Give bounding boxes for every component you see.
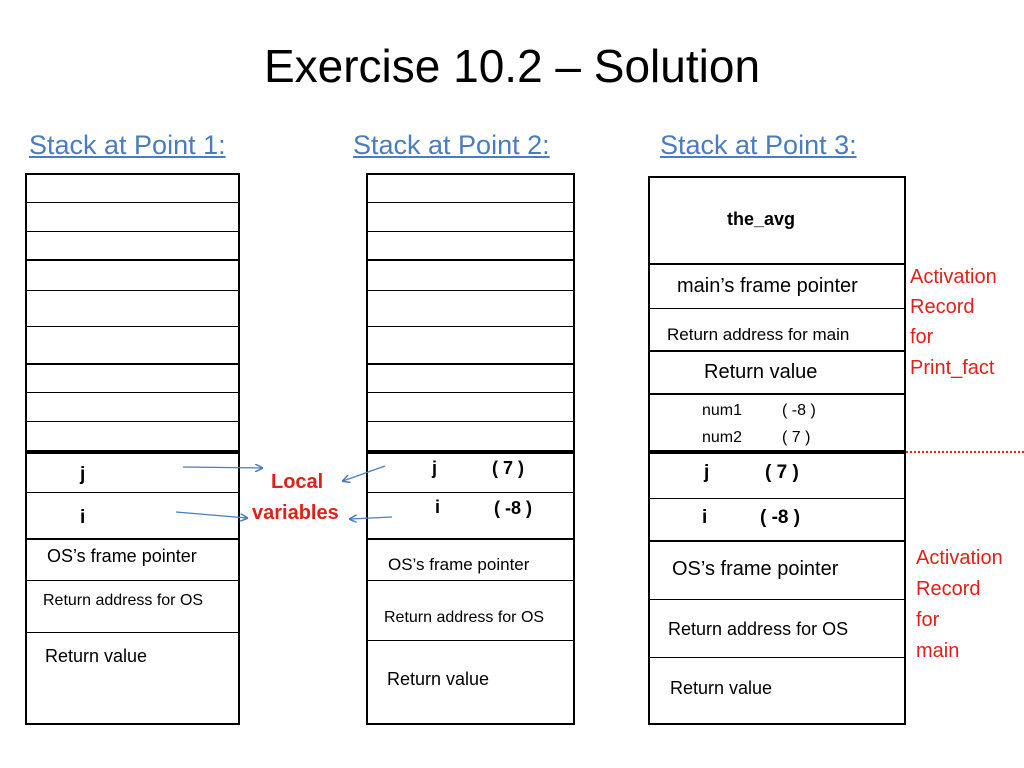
stack1-return-value: Return value: [45, 646, 148, 666]
annotation-line: for: [910, 326, 934, 348]
stack3-the-avg: the_avg: [727, 209, 796, 229]
annotation-line: main: [916, 640, 960, 662]
stack3-num1: num1: [702, 402, 743, 419]
annotation-line: Activation: [916, 547, 1003, 569]
stack3-return-value: Return value: [670, 678, 773, 698]
arrow-from-j-1: [183, 467, 262, 468]
annotation-line: Record: [916, 578, 981, 600]
stack3-return-address-main: Return address for main: [667, 325, 850, 344]
stack2-var-j: j: [432, 458, 438, 478]
annotation-line: for: [916, 609, 940, 631]
slide-title: Exercise 10.2 – Solution: [263, 40, 761, 92]
stack3-num2-value: ( 7 ): [782, 429, 811, 446]
stack3-var-j-value: ( 7 ): [765, 462, 799, 483]
stack2-var-i: i: [435, 497, 441, 517]
local-variables-label-line2: variables: [252, 502, 339, 524]
stack1-var-i: i: [80, 507, 86, 528]
arrow-from-j-2: [343, 466, 385, 481]
stack2-os-frame-pointer: OS’s frame pointer: [388, 555, 530, 574]
stack2-var-j-value: ( 7 ): [492, 458, 525, 478]
stack3-var-j: j: [704, 462, 710, 483]
heading-stack-point-1: Stack at Point 1:: [29, 130, 226, 160]
arrow-from-i-1: [176, 512, 247, 518]
heading-stack-point-3: Stack at Point 3:: [660, 130, 857, 160]
stack2-var-i-value: ( -8 ): [494, 498, 532, 518]
stack2-return-value: Return value: [387, 669, 490, 689]
stack3-return-address-os: Return address for OS: [668, 619, 849, 639]
stack3-var-i: i: [702, 507, 708, 528]
annotation-line: Record: [910, 296, 975, 318]
stack3-var-i-value: ( -8 ): [760, 507, 801, 528]
annotation-line: Print_fact: [910, 357, 995, 379]
local-variables-label-line1: Local: [271, 471, 324, 493]
stack2-return-address-os: Return address for OS: [384, 609, 545, 626]
arrow-from-i-2: [350, 517, 392, 519]
stack3-return-value-top: Return value: [704, 361, 818, 383]
stack3-mains-frame-pointer: main’s frame pointer: [677, 275, 858, 297]
stack1-os-frame-pointer: OS’s frame pointer: [47, 546, 197, 566]
stack3-os-frame-pointer: OS’s frame pointer: [672, 558, 839, 580]
stack3-num2: num2: [702, 429, 743, 446]
annotation-line: Activation: [910, 266, 997, 288]
stack3-num1-value: ( -8 ): [782, 402, 816, 419]
stack1-var-j: j: [80, 464, 86, 485]
stack1-return-address-os: Return address for OS: [43, 592, 204, 609]
heading-stack-point-2: Stack at Point 2:: [353, 130, 550, 160]
